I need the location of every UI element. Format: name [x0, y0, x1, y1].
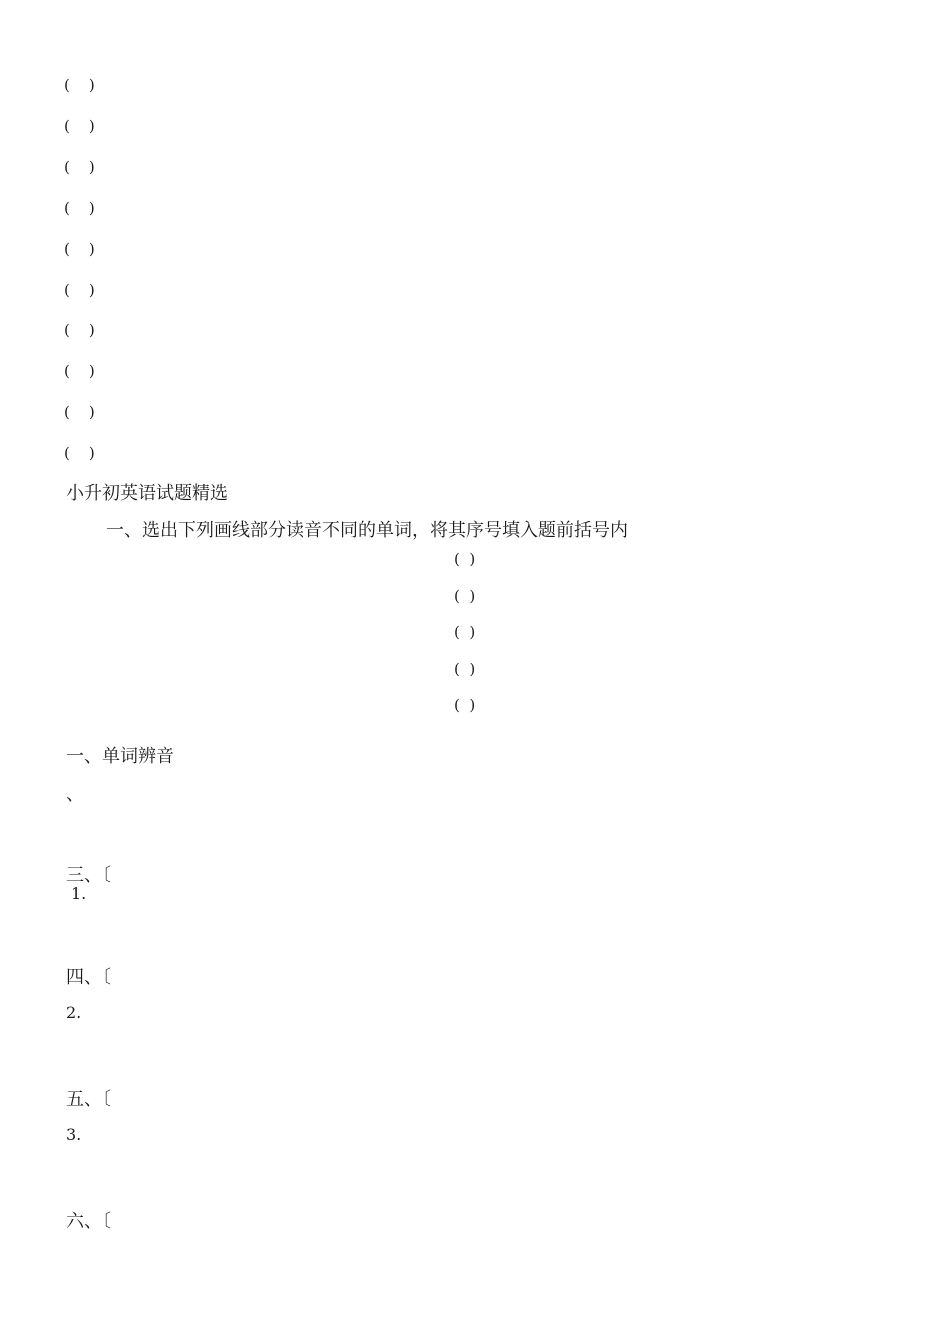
item-number: 2. — [66, 1003, 82, 1022]
answer-bracket-center: ( ) — [454, 660, 476, 678]
section-five-heading: 五、〔 — [66, 1089, 111, 1110]
instruction-text: 一、选出下列画线部分读音不同的单词，将其序号填入题前括号内 — [106, 520, 628, 541]
answer-bracket: ( ) — [64, 444, 95, 462]
answer-bracket: ( ) — [64, 240, 95, 258]
section-six-heading: 六、〔 — [66, 1211, 111, 1232]
section-heading: 一、单词辨音 — [66, 746, 174, 767]
answer-bracket: ( ) — [64, 76, 95, 94]
answer-bracket-center: ( ) — [454, 696, 476, 714]
section-three-heading: 三、〔 — [66, 865, 111, 886]
stray-mark: 、 — [66, 784, 84, 805]
answer-bracket: ( ) — [64, 321, 95, 339]
answer-bracket: ( ) — [64, 199, 95, 217]
answer-bracket: ( ) — [64, 403, 95, 421]
answer-bracket: ( ) — [64, 158, 95, 176]
answer-bracket-center: ( ) — [454, 550, 476, 568]
section-four-heading: 四、〔 — [66, 967, 111, 988]
answer-bracket-center: ( ) — [454, 587, 476, 605]
answer-bracket: ( ) — [64, 362, 95, 380]
answer-bracket: ( ) — [64, 117, 95, 135]
item-number: 3. — [66, 1125, 82, 1144]
document-title: 小升初英语试题精选 — [66, 483, 228, 504]
answer-bracket: ( ) — [64, 281, 95, 299]
answer-bracket-center: ( ) — [454, 623, 476, 641]
item-number: 1. — [71, 884, 87, 903]
